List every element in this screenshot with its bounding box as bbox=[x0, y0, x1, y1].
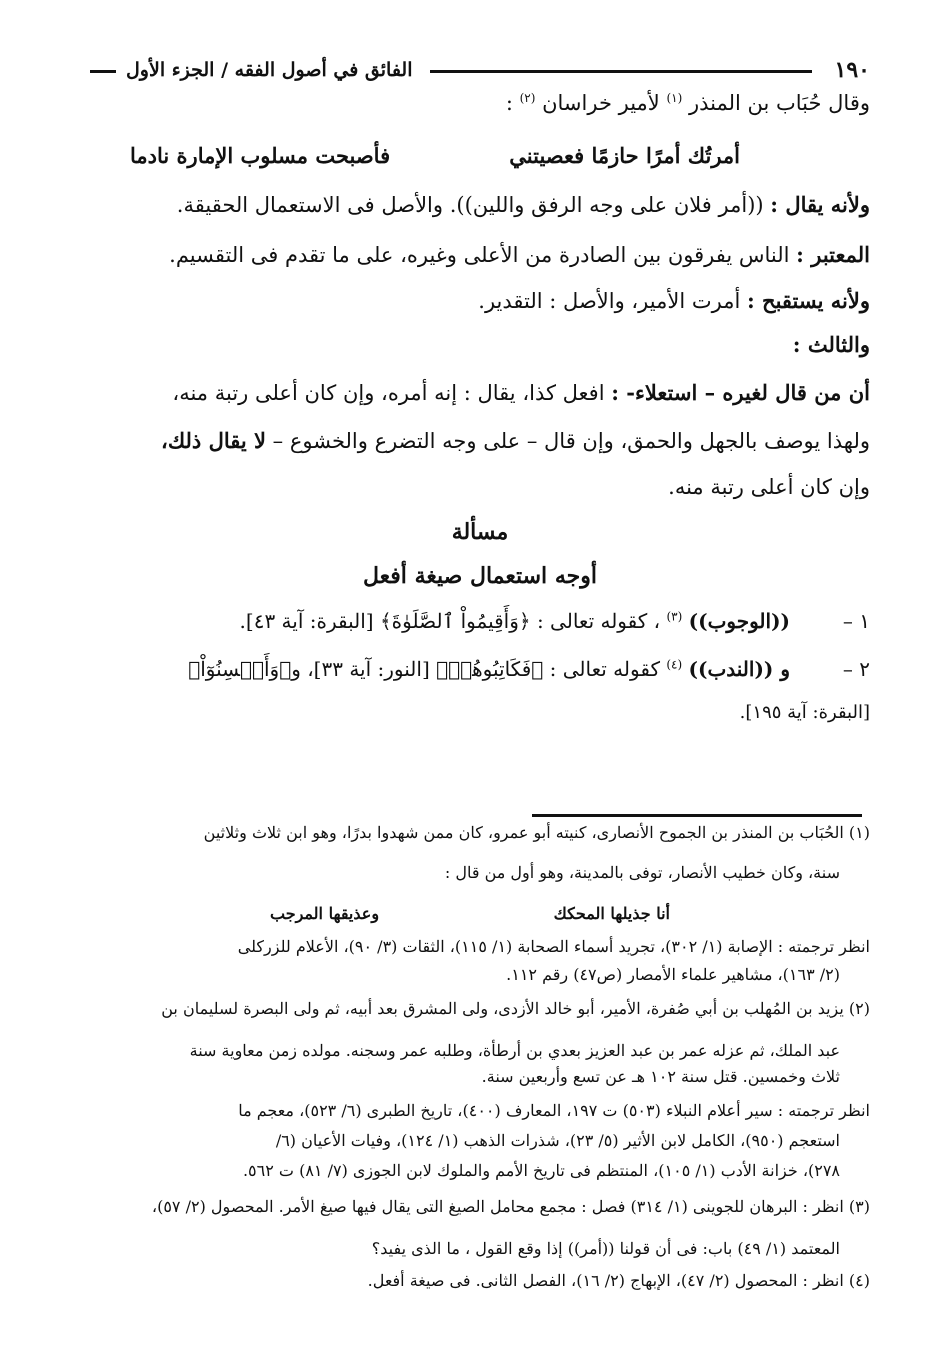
section-subheading: أوجه استعمال صيغة أفعل bbox=[363, 563, 597, 589]
footnote-2-line-1: (٢) يزيد بن المُهلب بن أبي صُفرة، الأمير، أبو خالد الأزدى، ولى المشرق بعد أبيه، ثم ولى البصرة لسليمان بن bbox=[161, 999, 870, 1018]
footnote-3-line-1: (٣) انظر : البرهان للجوينى (١/ ٣١٤) فصل : مجمع محامل الصيغ التى يقال فيها صيغ الأمر. المحصول (٢/ ٥٧)، bbox=[151, 1197, 870, 1216]
footnote-verse-first: أنا جذيلها المحكك bbox=[553, 904, 670, 923]
body-line-3: ولأنه يقال : ((أمر فلان على وجه الرفق واللين)). والأصل فى الاستعمال الحقيقة. bbox=[176, 192, 870, 217]
footnote-2-line-3: ثلاث وخمسين. قتل سنة ١٠٢ هـ عن تسع وأربعين سنة. bbox=[481, 1067, 840, 1086]
list-item-2-continuation: [البقرة: آية ١٩٥]. bbox=[739, 702, 870, 723]
body-line-6: والثالث : bbox=[792, 332, 870, 357]
footnote-ref-2: (٢) bbox=[519, 91, 536, 105]
footnote-3-line-2: المعتمد (١/ ٤٩) باب: فى أن قولنا ((أمر)) إذا وقع القول ، ما الذى يفيد؟ bbox=[371, 1239, 840, 1258]
footnote-4-line-1: (٤) انظر : المحصول (٢/ ٤٧)، الإبهاج (٢/ ١٦)، الفصل الثانى. فى صيغة أفعل. bbox=[367, 1271, 870, 1290]
footnote-1-line-2: سنة، وكان خطيب الأنصار، توفى بالمدينة، وهو أول من قال : bbox=[444, 863, 840, 882]
footnote-2-line-4: انظر ترجمته : سير أعلام النبلاء (٥٠٣) ت ١٩٧، المعارف (٤٠٠)، تاريخ الطبرى (٦/ ٥٢٣)، معجم ما bbox=[238, 1101, 870, 1120]
footnote-2-line-5: استعجم (٩٥٠)، الكامل لابن الأثير (٥/ ٢٣)، شذرات الذهب (١/ ١٢٤)، وفيات الأعيان (٦/ bbox=[275, 1131, 840, 1150]
footnote-1-line-5: (٢/ ١٦٣)، مشاهير علماء الأمصار (ص٤٧) رقم ١١٢. bbox=[506, 965, 840, 984]
body-line-5: ولأنه يستقبح : أمرت الأمير، والأصل : التقدير. bbox=[478, 288, 870, 313]
verse-second-hemistich: فأصبحت مسلوب الإمارة نادما bbox=[130, 143, 391, 168]
verse-first-hemistich: أمرتُك أمرًا حازمًا فعصيتني bbox=[509, 143, 740, 168]
running-head bbox=[90, 56, 870, 86]
footnote-verse-second: وعذيقها المرجب bbox=[270, 904, 380, 923]
footnote-ref-1: (١) bbox=[666, 91, 683, 105]
book-title: الفائق في أصول الفقه / الجزء الأول bbox=[126, 59, 413, 81]
list-item-number: ١ – bbox=[842, 609, 870, 633]
body-line-8: ولهذا يوصف بالجهل والحمق، وإن قال – على وجه التضرع والخشوع – لا يقال ذلك، bbox=[161, 428, 870, 453]
footnote-ref-3: (٣) bbox=[666, 609, 683, 624]
header-rule-middle bbox=[430, 70, 790, 73]
body-line-1: وقال حُبَاب بن المنذر $^{(١)}$ لأمير خراسان $^{(٢)}$ : bbox=[505, 91, 870, 115]
footnote-2-line-6: ٢٧٨)، خزانة الأدب (١/ ١٠٥)، المنتظم فى تاريخ الأمم والملوك لابن الجوزى (٧/ ٨١) ت ٥٦٢. bbox=[242, 1161, 840, 1180]
body-line-4: المعتبر : الناس يفرقون بين الصادرة من الأعلى وغيره، على ما تقدم فى التقسيم. bbox=[169, 242, 870, 267]
footnote-1-line-4: انظر ترجمته : الإصابة (١/ ٣٠٢)، تجريد أسماء الصحابة (١/ ١١٥)، الثقات (٣/ ٩٠)، الأعلام للزركلى bbox=[237, 937, 870, 956]
footnote-separator bbox=[532, 814, 862, 817]
footnote-2-line-2: عبد الملك، ثم عزله عمر بن عبد العزيز بعدي بن أرطأة، وطلبه عمر وسجنه. مولده زمن معاوية سنة bbox=[189, 1041, 840, 1060]
page-number: ١٩٠ bbox=[834, 57, 870, 83]
body-line-9: وإن كان أعلى رتبة منه. bbox=[668, 475, 870, 499]
book-page: ١٩٠ الفائق في أصول الفقه / الجزء الأول وقال حُبَاب بن المنذر $^{(١)}$ لأمير خراسان $^{(٢)}$ : أمرتُك أمرًا حازمًا فعصيتني فأصبحت مسلوب الإمارة نادما ولأنه يقال : ((أمر فلان على وجه الرفق واللين)). والأصل فى الاستعمال الحقيقة. المعتبر : الناس يفرقون بين الصادرة من الأعلى وغيره، على ما تقدم فى التقسيم. ولأنه يستقبح : أمرت الأمير، والأصل : التقدير. والثالث : أن من قال لغيره – استعلاء- : افعل كذا، يقال : إنه أمره، وإن كان أعلى رتبة منه، ولهذا يوصف بالجهل والحمق، وإن قال – على وجه التضرع والخشوع – لا يقال ذلك، وإن كان أعلى رتبة منه. مسألة أوجه استعمال صيغة أفعل ١ – ((الوجوب)) $^{(٣)}$ ، كقوله تعالى : ﴿وَأَقِيمُواْ ٱلصَّلَوٰةَ﴾ [البقرة: آية ٤٣]. ٢ – و ((الندب)) $^{(٤)}$ كقوله تعالى : ﴿فَكَاتِبُوهُمۡ﴾ [النور: آية ٣٣]، و﴿وَأَحۡسِنُوٓاْ﴾ [البقرة: آية ١٩٥]. (١) الحُبَاب بن المنذر بن الجموح الأنصارى، كنيته أبو عمرو، كان ممن شهدوا بدرًا، وهو ابن ثلاث وثلاثين سنة، وكان خطيب الأنصار، توفى بالمدينة، وهو أول من قال : أنا جذيلها المحكك وعذيقها المرجب انظر ترجمته : الإصابة (١/ ٣٠٢)، تجريد أسماء الصحابة (١/ ١١٥)، الثقات (٣/ ٩٠)، الأعلام للزركلى (٢/ ١٦٣)، مشاهير علماء الأمصار (ص٤٧) رقم ١١٢. (٢) يزيد بن المُهلب بن أبي صُفرة، الأمير، أبو خالد الأزدى، ولى المشرق بعد أبيه، ثم ولى البصرة لسليمان بن عبد الملك، ثم عزله عمر بن عبد العزيز بعدي بن أرطأة، وطلبه عمر وسجنه. مولده زمن معاوية سنة ثلاث وخمسين. قتل سنة ١٠٢ هـ عن تسع وأربعين سنة. انظر ترجمته : سير أعلام النبلاء (٥٠٣) ت ١٩٧، المعارف (٤٠٠)، تاريخ الطبرى (٦/ ٥٢٣)، معجم ما استعجم (٩٥٠)، الكامل لابن الأثير (٥/ ٢٣)، شذرات الذهب (١/ ١٢٤)، وفيات الأعيان (٦/ ٢٧٨)، خزانة الأدب (١/ ١٠٥)، المنتظم فى تاريخ الأمم والملوك لابن الجوزى (٧/ ٨١) ت ٥٦٢. (٣) انظر : البرهان للجوينى (١/ ٣١٤) فصل : مجمع محامل الصيغ التى يقال فيها صيغ الأمر. المحصول (٢/ ٥٧)، المعتمد (١/ ٤٩) باب: فى أن قولنا ((أمر)) إذا وقع القول ، ما الذى يفيد؟ (٤) انظر : المحصول (٢/ ٤٧)، الإبهاج (٢/ ١٦)، الفصل الثانى. فى صيغة أفعل. bbox=[90, 48, 870, 1328]
body-line-7: أن من قال لغيره – استعلاء- : افعل كذا، يقال : إنه أمره، وإن كان أعلى رتبة منه، bbox=[172, 380, 870, 405]
footnote-ref-4: (٤) bbox=[666, 657, 683, 672]
list-item-number: ٢ – bbox=[842, 657, 870, 681]
header-rule-left bbox=[90, 70, 116, 73]
section-heading: مسألة bbox=[451, 519, 509, 545]
footnote-1-line-1: (١) الحُبَاب بن المنذر بن الجموح الأنصارى، كنيته أبو عمرو، كان ممن شهدوا بدرًا، وهو ابن ثلاث وثلاثين bbox=[203, 823, 870, 842]
footnote-1-verse bbox=[270, 901, 670, 927]
poem-verse bbox=[130, 140, 740, 172]
